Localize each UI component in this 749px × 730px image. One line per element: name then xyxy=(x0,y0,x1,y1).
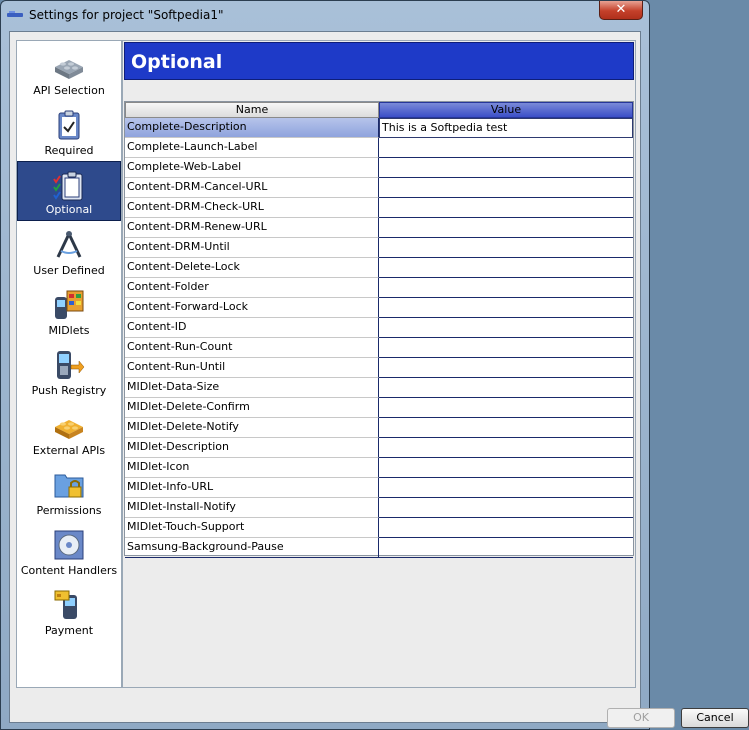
table-row[interactable] xyxy=(125,238,633,258)
table-row[interactable] xyxy=(125,518,633,538)
dialog-body xyxy=(9,31,734,724)
column-header-name[interactable]: Name xyxy=(125,102,379,118)
sidebar-item-external-apis[interactable] xyxy=(17,401,121,461)
attribute-name-cell[interactable]: Content-Run-Count xyxy=(125,338,379,358)
table-row[interactable] xyxy=(125,218,633,238)
table-row[interactable] xyxy=(125,458,633,478)
sidebar-item-label: Optional xyxy=(45,203,93,216)
table-row[interactable] xyxy=(125,438,633,458)
blocks-icon xyxy=(53,49,85,81)
folder-lock-icon xyxy=(53,469,85,501)
compass-icon xyxy=(53,229,85,261)
table-row[interactable] xyxy=(125,158,633,178)
attribute-value-cell[interactable] xyxy=(379,158,633,178)
sidebar-item-required[interactable] xyxy=(17,101,121,161)
attribute-name-cell[interactable]: Content-Run-Until xyxy=(125,358,379,378)
attribute-value-cell[interactable] xyxy=(379,338,633,358)
table-row[interactable] xyxy=(125,258,633,278)
sidebar-item-midlets[interactable] xyxy=(17,281,121,341)
table-row[interactable] xyxy=(125,298,633,318)
window-title: Settings for project "Softpedia1" xyxy=(29,8,224,22)
sidebar-item-label: MIDlets xyxy=(48,324,90,337)
attribute-value-cell[interactable] xyxy=(379,438,633,458)
attribute-name-cell[interactable]: MIDlet-Description xyxy=(125,438,379,458)
close-button[interactable]: ✕ xyxy=(599,1,643,20)
sidebar-item-label: Push Registry xyxy=(31,384,107,397)
attribute-name-cell[interactable]: MIDlet-Install-Notify xyxy=(125,498,379,518)
table-row[interactable] xyxy=(125,358,633,378)
table-row[interactable] xyxy=(125,538,633,558)
table-row[interactable] xyxy=(125,138,633,158)
attribute-name-cell[interactable]: MIDlet-Delete-Confirm xyxy=(125,398,379,418)
sidebar-item-user-defined[interactable] xyxy=(17,221,121,281)
attribute-value-cell[interactable] xyxy=(379,418,633,438)
sidebar-item-label: API Selection xyxy=(33,84,105,97)
attribute-value-cell[interactable] xyxy=(379,358,633,378)
table-row[interactable] xyxy=(125,378,633,398)
attribute-value-cell[interactable] xyxy=(379,478,633,498)
attribute-name-cell[interactable]: MIDlet-Icon xyxy=(125,458,379,478)
sidebar-item-label: Required xyxy=(44,144,94,157)
ok-button[interactable]: OK xyxy=(607,708,675,728)
column-header-value[interactable]: Value xyxy=(379,102,633,118)
attribute-value-cell[interactable] xyxy=(379,458,633,478)
attribute-value-cell[interactable] xyxy=(379,538,633,558)
attribute-name-cell[interactable]: Content-Folder xyxy=(125,278,379,298)
attribute-value-cell[interactable] xyxy=(379,318,633,338)
optional-panel xyxy=(122,40,734,724)
category-sidebar xyxy=(16,40,122,688)
table-row[interactable] xyxy=(125,278,633,298)
attribute-name-cell[interactable]: Complete-Web-Label xyxy=(125,158,379,178)
sidebar-item-content-handlers[interactable] xyxy=(17,521,121,581)
attribute-value-cell[interactable] xyxy=(379,218,633,238)
attribute-name-cell[interactable]: Complete-Description xyxy=(125,118,379,138)
table-row[interactable] xyxy=(125,318,633,338)
table-row[interactable] xyxy=(125,338,633,358)
table-row[interactable] xyxy=(125,418,633,438)
attribute-value-cell[interactable] xyxy=(379,518,633,538)
phone-arrow-icon xyxy=(53,349,85,381)
attribute-value-cell[interactable]: This is a Softpedia test xyxy=(379,118,633,138)
table-row[interactable] xyxy=(125,398,633,418)
clipboard-check-icon xyxy=(53,170,85,202)
table-row[interactable] xyxy=(125,178,633,198)
attribute-name-cell[interactable]: Complete-Launch-Label xyxy=(125,138,379,158)
attribute-name-cell[interactable]: Content-Forward-Lock xyxy=(125,298,379,318)
sidebar-item-push-registry[interactable] xyxy=(17,341,121,401)
attribute-name-cell[interactable]: Content-DRM-Check-URL xyxy=(125,198,379,218)
attribute-name-cell[interactable]: Content-DRM-Cancel-URL xyxy=(125,178,379,198)
attribute-value-cell[interactable] xyxy=(379,178,633,198)
attribute-value-cell[interactable] xyxy=(379,198,633,218)
attribute-value-cell[interactable] xyxy=(379,378,633,398)
sidebar-item-label: Payment xyxy=(44,624,94,637)
sidebar-item-optional[interactable] xyxy=(17,161,121,221)
attribute-name-cell[interactable]: Content-ID xyxy=(125,318,379,338)
disc-icon xyxy=(53,529,85,561)
phone-icon xyxy=(53,289,85,321)
attribute-name-cell[interactable]: MIDlet-Info-URL xyxy=(125,478,379,498)
attribute-value-cell[interactable] xyxy=(379,138,633,158)
sidebar-item-label: User Defined xyxy=(33,264,105,277)
sidebar-item-label: External APIs xyxy=(32,444,106,457)
attribute-name-cell[interactable]: Content-Delete-Lock xyxy=(125,258,379,278)
attribute-value-cell[interactable] xyxy=(379,238,633,258)
cancel-button[interactable]: Cancel xyxy=(681,708,749,728)
attribute-name-cell[interactable]: Samsung-Background-Pause xyxy=(125,538,379,558)
attribute-value-cell[interactable] xyxy=(379,258,633,278)
attribute-name-cell[interactable]: MIDlet-Data-Size xyxy=(125,378,379,398)
clipboard-icon xyxy=(53,109,85,141)
attribute-value-cell[interactable] xyxy=(379,278,633,298)
sidebar-item-payment[interactable] xyxy=(17,581,121,641)
sidebar-item-label: Permissions xyxy=(36,504,102,517)
attribute-name-cell[interactable]: Content-DRM-Renew-URL xyxy=(125,218,379,238)
attribute-name-cell[interactable]: MIDlet-Touch-Support xyxy=(125,518,379,538)
page-header xyxy=(124,42,634,80)
blocks-icon xyxy=(53,409,85,441)
attributes-table[interactable] xyxy=(124,101,634,556)
phone-card-icon xyxy=(53,589,85,621)
title-bar[interactable] xyxy=(1,1,649,31)
table-bottom-border xyxy=(125,557,633,558)
app-icon xyxy=(7,10,23,20)
attribute-value-cell[interactable] xyxy=(379,498,633,518)
table-row[interactable] xyxy=(125,478,633,498)
attribute-value-cell[interactable] xyxy=(379,398,633,418)
sidebar-item-permissions[interactable] xyxy=(17,461,121,521)
sidebar-item-api-selection[interactable] xyxy=(17,41,121,101)
table-row[interactable] xyxy=(125,198,633,218)
attribute-name-cell[interactable]: Content-DRM-Until xyxy=(125,238,379,258)
table-row[interactable] xyxy=(125,498,633,518)
page-title: Optional xyxy=(131,51,223,73)
attribute-name-cell[interactable]: MIDlet-Delete-Notify xyxy=(125,418,379,438)
table-row[interactable] xyxy=(125,118,633,138)
sidebar-item-label: Content Handlers xyxy=(20,564,118,577)
attribute-value-cell[interactable] xyxy=(379,298,633,318)
